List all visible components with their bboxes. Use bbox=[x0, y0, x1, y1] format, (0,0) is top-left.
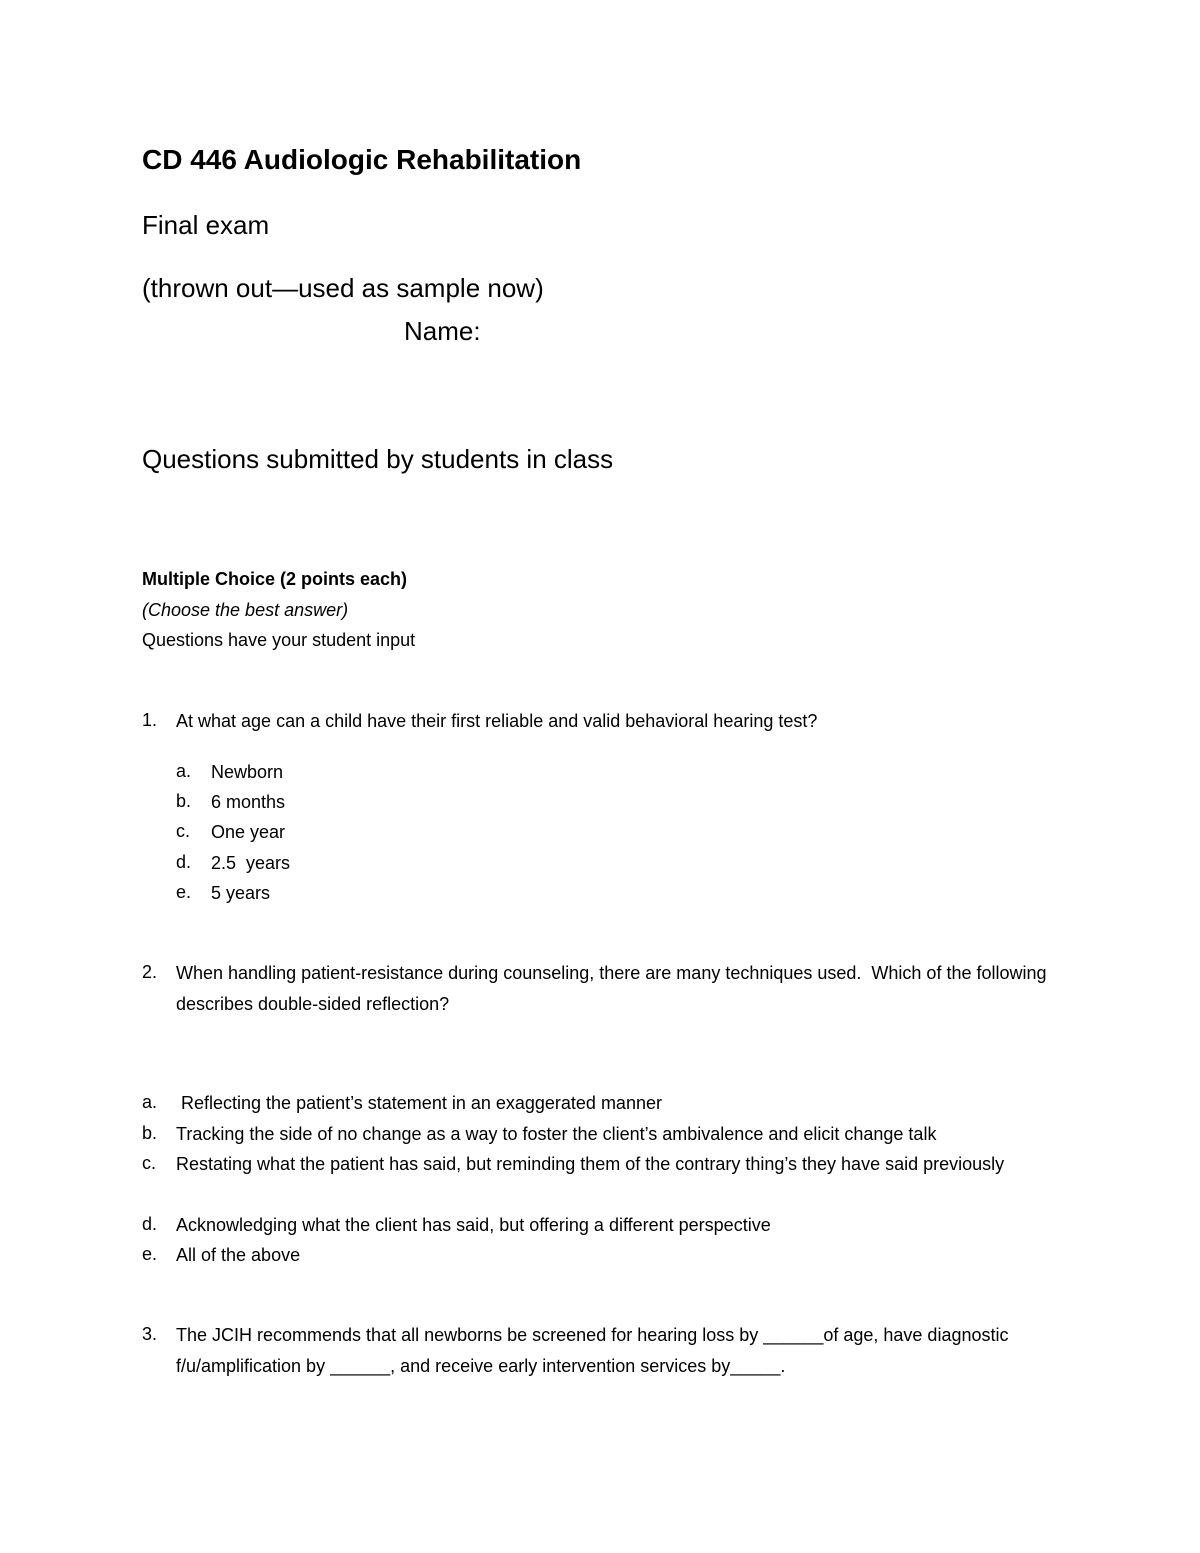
option-letter: e. bbox=[142, 1244, 158, 1264]
question-text: At what age can a child have their first reliable and valid behavioral hearing test? bbox=[176, 711, 818, 731]
question-text: The JCIH recommends that all newborns be screened for hearing loss by ______of age, have diagnostic f/u/amplification by ______, and receive early intervention services by_____. bbox=[176, 1325, 1009, 1376]
option-letter: c. bbox=[176, 821, 191, 841]
option-text: Newborn bbox=[211, 762, 284, 782]
option-letter: b. bbox=[176, 791, 192, 811]
option-text: Restating what the patient has said, but reminding them of the contrary thing’s they have said previously bbox=[176, 1154, 1005, 1174]
exam-type: Final exam bbox=[142, 210, 270, 240]
option-letter: d. bbox=[142, 1214, 158, 1234]
option-text: Tracking the side of no change as a way to foster the client’s ambivalence and elicit change talk bbox=[176, 1124, 937, 1144]
question-number: 2. bbox=[142, 962, 158, 982]
question-text: When handling patient-resistance during counseling, there are many techniques used. Which of the following describes double-sided reflection? bbox=[176, 963, 1052, 1014]
section-heading: Multiple Choice (2 points each) bbox=[142, 569, 408, 589]
option-text: Reflecting the patient’s statement in an exaggerated manner bbox=[176, 1093, 662, 1113]
option-text: One year bbox=[211, 822, 286, 842]
section-note: Questions have your student input bbox=[142, 630, 416, 650]
name-label: Name: bbox=[404, 316, 481, 346]
option-text: 2.5 years bbox=[211, 853, 291, 873]
option-text: Acknowledging what the client has said, but offering a different perspective bbox=[176, 1215, 771, 1235]
option-text: 6 months bbox=[211, 792, 286, 812]
option-text: All of the above bbox=[176, 1245, 301, 1265]
option-text: 5 years bbox=[211, 883, 271, 903]
option-letter: e. bbox=[176, 882, 192, 902]
exam-note: (thrown out—used as sample now) bbox=[142, 273, 544, 303]
option-letter: a. bbox=[176, 761, 192, 781]
question-number: 1. bbox=[142, 710, 158, 730]
option-letter: a. bbox=[142, 1092, 158, 1112]
option-letter: b. bbox=[142, 1123, 158, 1143]
course-title: CD 446 Audiologic Rehabilitation bbox=[142, 144, 582, 175]
page-subtitle: Questions submitted by students in class bbox=[142, 444, 614, 474]
option-letter: c. bbox=[142, 1153, 157, 1173]
section-instructions: (Choose the best answer) bbox=[142, 600, 349, 620]
option-letter: d. bbox=[176, 852, 192, 872]
question-number: 3. bbox=[142, 1324, 158, 1344]
